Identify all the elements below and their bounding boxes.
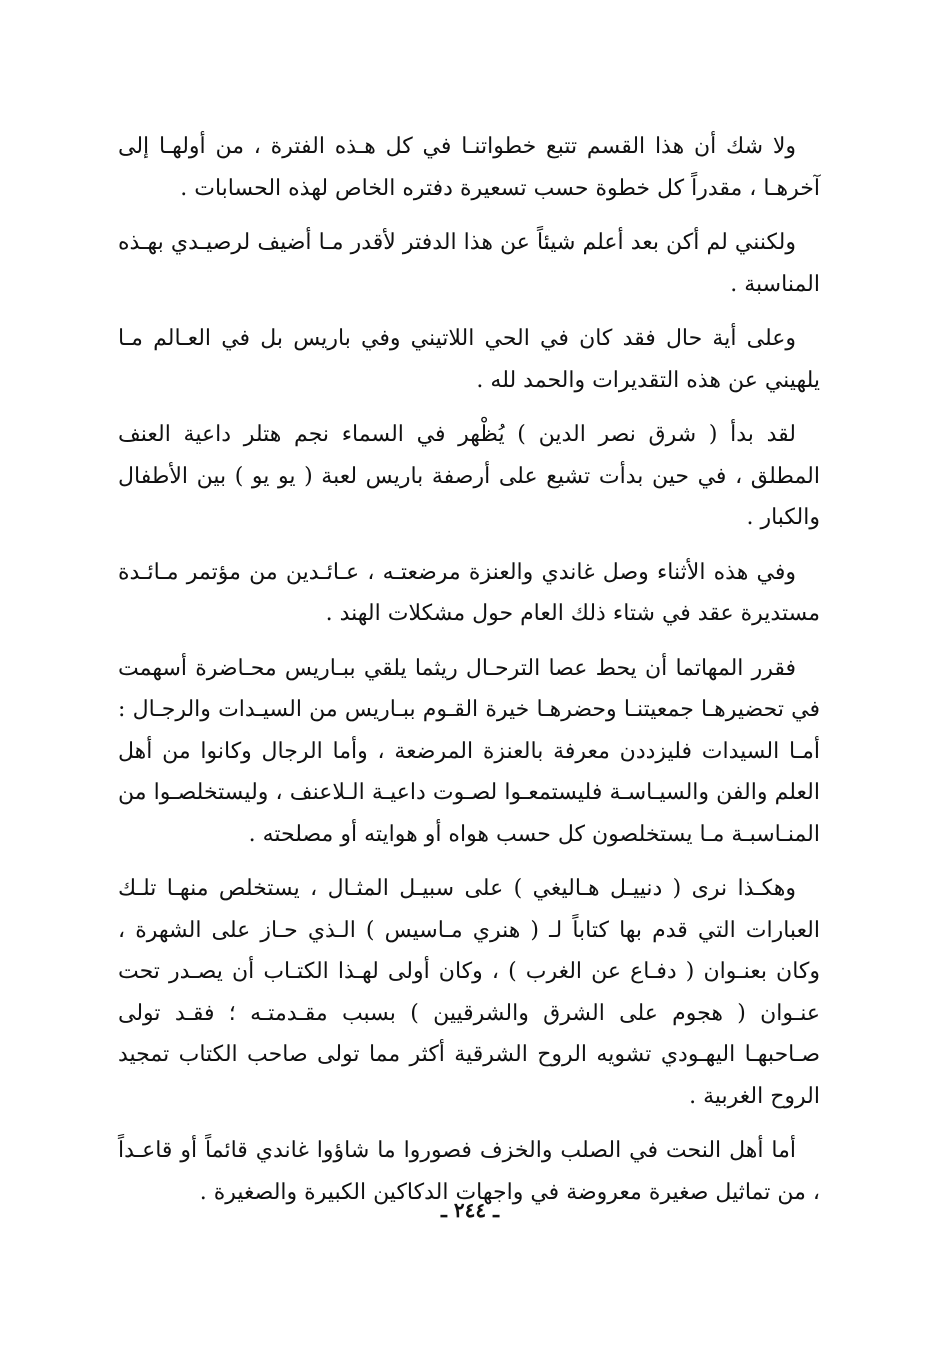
paragraph-2: ولكنني لم أكن بعد أعلم شيئاً عن هذا الدفتر لأقدر مـا أضيف لرصيـدي بهـذه المناسبة . xyxy=(118,230,820,297)
paragraph-4: لقد بدأ ( شرق نصر الدين ) يُظْهر في السماء نجم هتلر داعية العنف المطلق ، في حين بدأت تشيع على أرصفة باريس لعبة ( يو يو ) بين الأطفال والكبار . xyxy=(118,422,820,530)
page-number: ـ ٢٤٤ ـ xyxy=(441,1198,499,1222)
paragraph-1: ولا شك أن هذا القسم تتبع خطواتنـا في كل هـذه الفترة ، من أولهـا إلى آخرهـا ، مقدراً كل خطوة حسب تسعيرة دفتره الخاص لهذه الحسابات . xyxy=(118,134,820,201)
paragraph-6: فقرر المهاتما أن يحط عصا الترحـال ريثما يلقي ببـاريس محـاضرة أسهمت في تحضيرهـا جمعيتنـا وحضرهـا خيرة القـوم ببـاريس من السيـدات والرجـال : أمـا السيدات فليزددن معرفة بالعنزة المرضعة ، وأما الرجال وكانوا من أهل العلم والفن والسيـاسـة فليستمعـوا لصـوت داعيـة الـلاعنف ، وليستخلصـوا من المنـاسبـة مـا يستخلصون كل حسب هواه أو هوايته أو مصلحته . xyxy=(118,655,820,847)
body-text xyxy=(118,126,820,1226)
paragraph-8: أما أهل النحت في الصلب والخزف فصوروا ما شاؤوا غاندي قائماً أو قاعـداً ، من تماثيل صغيرة معروضة في واجهات الدكاكين الكبيرة والصغيرة . xyxy=(118,1138,820,1205)
paragraph-3: وعلى أية حال فقد كان في الحي اللاتيني وفي باريس بل في العـالم مـا يلهيني عن هذه التقديرات والحمد لله . xyxy=(118,326,820,393)
paragraph-7: وهكـذا نرى ( دنييـل هـاليغي ) على سبيـل المثـال ، يستخلص منهـا تلـك العبارات التي قدم بها كتاباً لـ ( هنري مـاسيس ) الـذي حـاز على الشهرة ، وكان بعنـوان ( دفـاع عن الغرب ) ، وكان أولى لهـذا الكتـاب أن يصـدر تحت عنـوان ( هجوم على الشرق والشرقيين ) بسبب مقـدمتـه ؛ فقـد تولى صـاحبهـا اليهـودي تشويه الروح الشرقية أكثر مما تولى صاحب الكتاب تمجيد الروح الغربية . xyxy=(118,876,820,1109)
paragraph-5: وفي هذه الأثناء وصل غاندي والعنزة مرضعتـه ، عـائـدين من مؤتمر مـائـدة مستديرة عقد في شتاء ذلك العام حول مشكلات الهند . xyxy=(118,559,820,626)
